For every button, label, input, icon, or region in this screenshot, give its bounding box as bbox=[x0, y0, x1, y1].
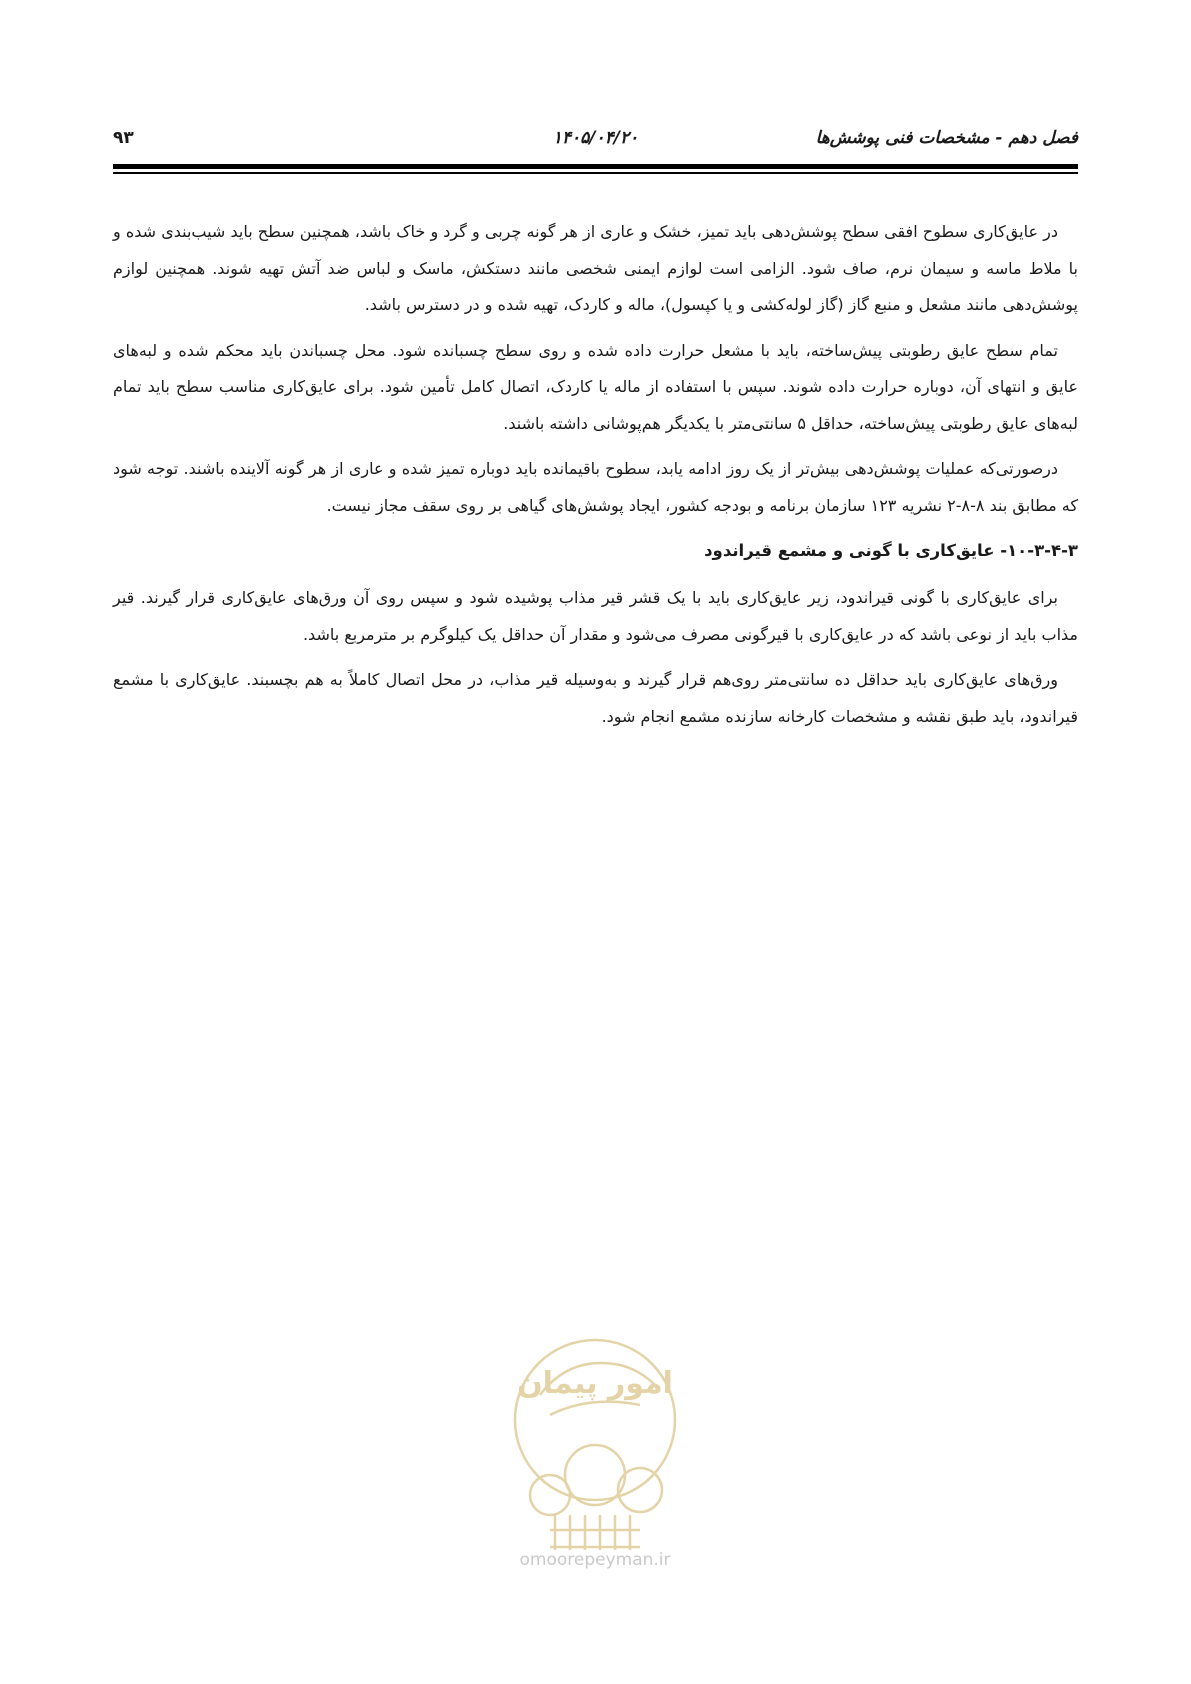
header-date: ۱۴۰۵/۰۴/۲۰ bbox=[552, 128, 639, 148]
paragraph: برای عایق‌کاری با گونی قیراندود، زیر عایق‌کاری باید با یک قشر قیر مذاب پوشیده شود و سپس روی آن ورق‌های عایق‌کاری قرار گیرند. قیر مذاب باید از نوعی باشد که در عایق‌کاری با قیرگونی مصرف می‌شود و مقدار آن حداقل یک کیلوگرم بر مترمربع باشد. bbox=[113, 588, 1078, 644]
section-heading: ۱۰-۳-۴-۳- عایق‌کاری با گونی و مشمع قیراندود bbox=[704, 541, 1078, 560]
header-rule-thick bbox=[113, 164, 1078, 169]
paragraph: ورق‌های عایق‌کاری باید حداقل ده سانتی‌متر روی‌هم قرار گیرند و به‌وسیله قیر مذاب، در محل اتصال کاملاً به هم بچسبند. عایق‌کاری با مشمع قیراندود، باید طبق نقشه و مشخصات کارخانه سازنده مشمع انجام شود. bbox=[113, 670, 1078, 726]
page-header bbox=[113, 128, 1078, 158]
seal-text: امور پیمان bbox=[517, 1366, 673, 1401]
paragraph: تمام سطح عایق رطوبتی پیش‌ساخته، باید با مشعل حرارت داده شده و روی سطح چسبانده شود. محل چسباندن باید محکم شده و لبه‌های عایق و انتهای آن، دوباره حرارت داده شوند. سپس با استفاده از ماله یا کاردک، اتصال کامل تأمین شود. برای عایق‌کاری مناسب سطح باید تمام لبه‌های عایق رطوبتی پیش‌ساخته، حداقل ۵ سانتی‌متر با یکدیگر هم‌پوشانی داشته باشند. bbox=[113, 340, 1078, 433]
header-rule-thin bbox=[113, 172, 1078, 174]
watermark-seal-icon bbox=[495, 1325, 695, 1555]
chapter-title: فصل دهم - مشخصات فنی پوشش‌ها bbox=[815, 128, 1078, 148]
paragraph: درصورتی‌که عملیات پوشش‌دهی بیش‌تر از یک روز ادامه یابد، سطوح باقیمانده باید دوباره تمیز شده و عاری از هر گونه آلاینده باشند. توجه شود که مطابق بند ۸-۸-۲ نشریه ۱۲۳ سازمان برنامه و بودجه کشور، ایجاد پوشش‌های گیاهی بر روی سقف مجاز نیست. bbox=[113, 459, 1078, 515]
body-text bbox=[113, 214, 1078, 744]
page-number: ۹۳ bbox=[113, 128, 134, 148]
watermark-website: omoorepeyman.ir bbox=[519, 1550, 671, 1570]
paragraph: در عایق‌کاری سطوح افقی سطح پوشش‌دهی باید تمیز، خشک و عاری از هر گونه چربی و گرد و خاک باشد، همچنین سطح باید شیب‌بندی شده و با ملاط ماسه و سیمان نرم، صاف شود. الزامی است لوازم ایمنی شخصی مانند دستکش، ماسک و لباس ضد آتش تهیه شوند. همچنین لوازم پوشش‌دهی مانند مشعل و منبع گاز (گاز لوله‌کشی و یا کپسول)، ماله و کاردک، تهیه شده و در دسترس باشد. bbox=[113, 222, 1078, 314]
